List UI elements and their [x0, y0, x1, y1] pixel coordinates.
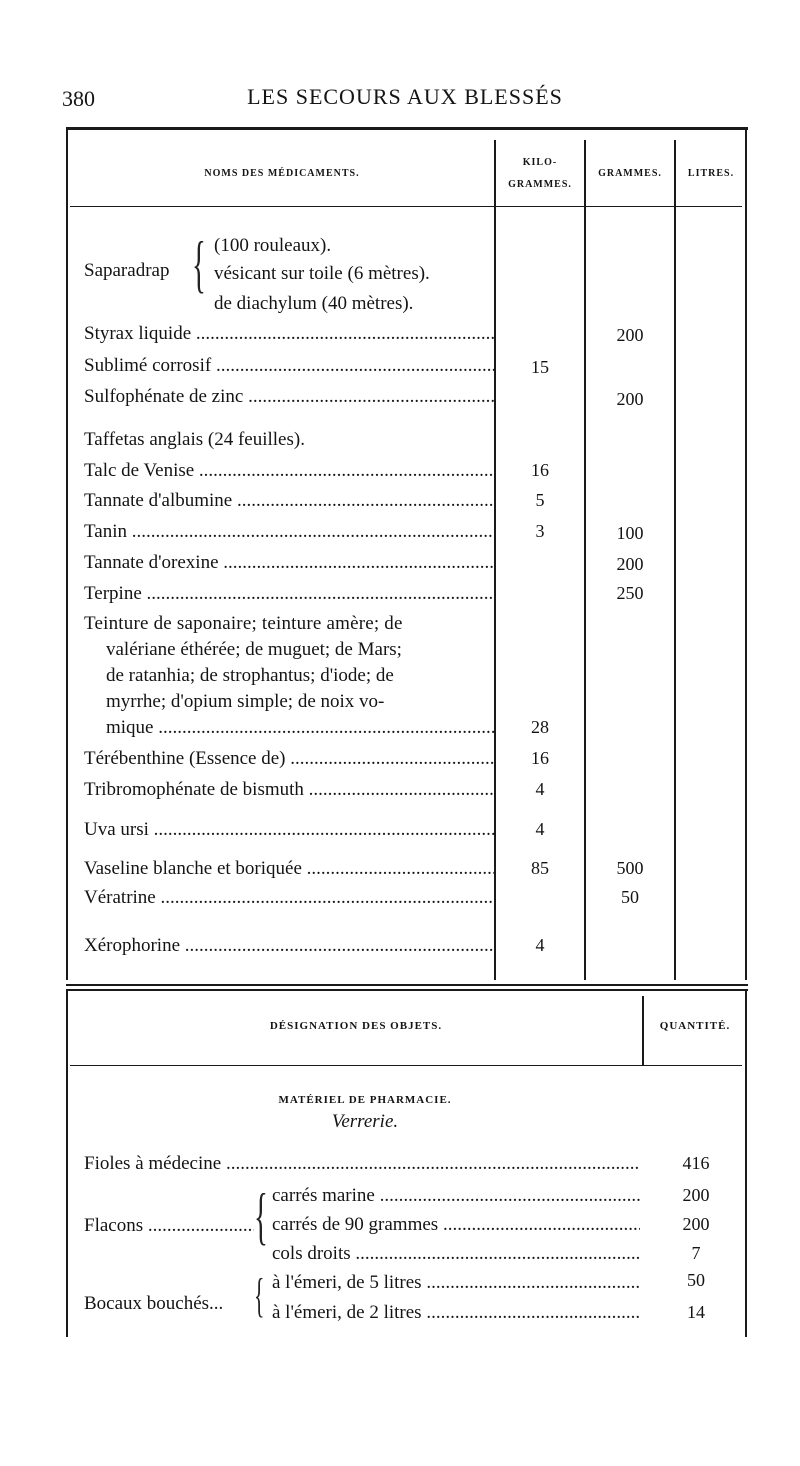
med-row-sulfophenate-g: 200 [616, 389, 644, 409]
teinture-line-2: valériane éthérée; de muguet; de Mars; [106, 639, 402, 660]
fioles-qty: 416 [682, 1153, 710, 1173]
table1-top-border [66, 127, 748, 130]
med-row-terpine: Terpine ..... [84, 578, 494, 609]
med-row-tribromophenate-kg: 4 [535, 779, 545, 799]
bocaux-item-2-qty: 14 [687, 1302, 705, 1322]
bocaux-label: Bocaux bouchés... [84, 1293, 224, 1314]
teinture-line-4: myrrhe; d'opium simple; de noix vo- [106, 691, 385, 712]
section-title: MATÉRIEL DE PHARMACIE. [278, 1094, 452, 1106]
teinture-line-5: mique ..... [106, 712, 494, 743]
separator-top [66, 984, 748, 986]
flacons-item-2: carrés de 90 grammes ..... [272, 1209, 640, 1240]
med-row-styrax-g: 200 [616, 325, 644, 345]
flacons-item-3: cols droits ..... [272, 1238, 640, 1269]
med-row-uva-ursi: Uva ursi ..... [84, 814, 494, 845]
header-names: NOMS DES MÉDICAMENTS. [204, 168, 360, 179]
subsection-title: Verrerie. [331, 1111, 399, 1132]
page-number: 380 [62, 86, 95, 111]
bocaux-item-2: à l'émeri, de 2 litres ..... [272, 1297, 640, 1328]
flacons-item-2-qty: 200 [682, 1214, 710, 1234]
running-title: LES SECOURS AUX BLESSÉS [247, 84, 563, 109]
med-row-vaseline: Vaseline blanche et boriquée ..... [84, 853, 494, 884]
med-row-sublime: Sublimé corrosif ..... [84, 350, 494, 381]
teinture-kg: 28 [531, 717, 549, 737]
med-row-sulfophenate: Sulfophénate de zinc ..... [84, 381, 494, 412]
med-row-veratrine-g: 50 [621, 887, 639, 907]
med-row-veratrine: Vératrine ..... [84, 882, 494, 913]
med-row-terebenthine: Térébenthine (Essence de) ..... [84, 743, 494, 774]
med-row-tannate-orexine: Tannate d'orexine ..... [84, 547, 494, 578]
bocaux-brace: { [254, 1269, 265, 1322]
flacons-item-1-qty: 200 [682, 1185, 710, 1205]
col-divider-kg [494, 140, 496, 980]
flacons-item-1: carrés marine ..... [272, 1180, 640, 1211]
header-designation: DÉSIGNATION DES OBJETS. [269, 1020, 443, 1032]
med-row-tannate-orexine-g: 200 [616, 554, 644, 574]
med-row-tribromophenate: Tribromophénate de bismuth ..... [84, 774, 494, 805]
flacons-brace: { [254, 1180, 268, 1251]
med-row-talc: Talc de Venise ..... [84, 455, 494, 486]
med-row-talc-kg: 16 [531, 460, 549, 480]
med-row-terebenthine-kg: 16 [531, 748, 549, 768]
med-row-uva-ursi-kg: 4 [535, 819, 545, 839]
med-row-tanin-kg: 3 [535, 521, 545, 541]
med-row-xerophorine-kg: 4 [535, 935, 545, 955]
saparadrap-brace: { [192, 228, 206, 299]
header-l: LITRES. [687, 168, 735, 179]
saparadrap-item-3: de diachylum (40 mètres). [214, 293, 414, 314]
med-row-tannate-albumine-kg: 5 [535, 490, 545, 510]
saparadrap-item-1: (100 rouleaux). [214, 235, 332, 256]
table1-right-border [745, 128, 747, 980]
header-g: GRAMMES. [598, 168, 662, 179]
med-row-styrax: Styrax liquide ..... [84, 318, 494, 349]
med-row-terpine-g: 250 [616, 583, 644, 603]
table2-left-border [66, 990, 68, 1337]
med-row-taffetas: Taffetas anglais (24 feuilles). [84, 429, 305, 450]
med-row-vaseline-g: 500 [616, 858, 644, 878]
bocaux-item-1-qty: 50 [687, 1270, 705, 1290]
flacons-label: Flacons ..... [84, 1210, 254, 1241]
flacons-item-3-qty: 7 [691, 1243, 701, 1263]
table1-left-border [66, 128, 68, 980]
header-quantity: QUANTITÉ. [659, 1020, 731, 1032]
header-kg: KILO- GRAMMES. [508, 157, 572, 190]
col-divider-l [674, 140, 676, 980]
table2-header-rule [70, 1065, 742, 1066]
bocaux-item-1: à l'émeri, de 5 litres ..... [272, 1267, 640, 1298]
teinture-line-1: Teinture de saponaire; teinture amère; de [84, 613, 403, 634]
teinture-line-3: de ratanhia; de strophantus; d'iode; de [106, 665, 394, 686]
saparadrap-item-2: vésicant sur toile (6 mètres). [214, 263, 430, 284]
med-row-xerophorine: Xérophorine ..... [84, 930, 494, 961]
fioles-row: Fioles à médecine ..... [84, 1148, 640, 1179]
table1-header-rule [70, 206, 742, 207]
separator-bottom [66, 989, 748, 991]
med-row-vaseline-kg: 85 [531, 858, 549, 878]
med-row-tannate-albumine: Tannate d'albumine ..... [84, 485, 494, 516]
saparadrap-label: Saparadrap [84, 260, 170, 281]
med-row-tanin: Tanin ..... [84, 516, 494, 547]
med-row-sublime-kg: 15 [531, 357, 549, 377]
med-row-tanin-g: 100 [616, 523, 644, 543]
